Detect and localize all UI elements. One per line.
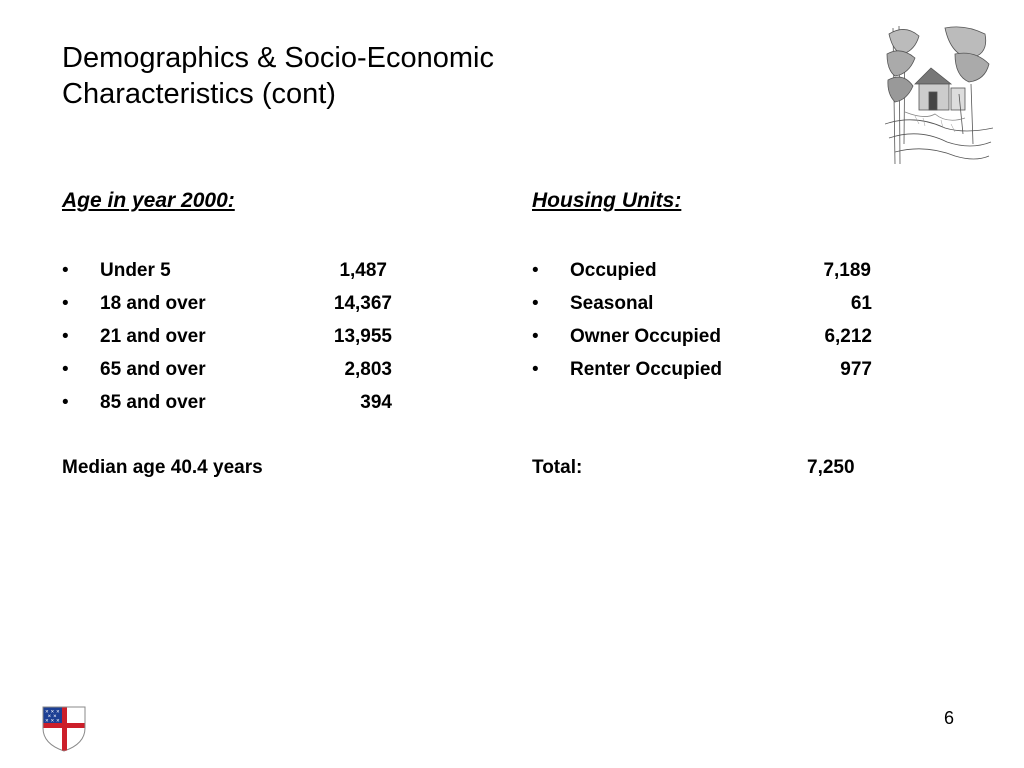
median-age-note: Median age 40.4 years [62,457,263,478]
svg-text:✕: ✕ [56,719,60,724]
bullet: • [532,260,539,281]
svg-text:✕: ✕ [50,719,55,724]
svg-text:✕: ✕ [45,710,49,715]
age-item-value: 13,955 [333,326,392,347]
bullet: • [62,359,69,380]
housing-item-value: 977 [840,359,872,380]
church-sketch-image [885,24,993,172]
housing-item-value: 61 [850,293,872,314]
bullet: • [532,359,539,380]
page-number: 6 [944,708,955,728]
svg-text:✕: ✕ [56,710,60,715]
age-item-value: 14,367 [333,293,392,314]
age-item-value: 1,487 [339,260,387,281]
svg-text:✕: ✕ [50,710,55,715]
svg-text:✕: ✕ [45,719,49,724]
slide-title [62,40,822,112]
housing-item-label: Owner Occupied [570,326,721,347]
bullet: • [532,326,539,347]
episcopal-shield-logo [42,706,86,752]
age-item-label: 18 and over [100,293,206,314]
age-item-label: Under 5 [100,260,171,281]
age-heading: Age in year 2000: [62,189,235,212]
title-line-1: Demographics & Socio-Economic [62,42,494,74]
housing-item-label: Seasonal [570,293,654,314]
title-line-2: Characteristics (cont) [62,78,336,110]
housing-heading: Housing Units: [532,189,682,212]
housing-item-value: 7,189 [823,260,871,281]
total-value: 7,250 [807,457,855,478]
bullet: • [62,260,69,281]
age-item-value: 2,803 [344,359,392,380]
housing-item-value: 6,212 [824,326,872,347]
age-item-label: 65 and over [100,359,206,380]
housing-item-label: Occupied [570,260,657,281]
bullet: • [62,293,69,314]
svg-text:✕: ✕ [47,714,52,720]
bullet: • [62,326,69,347]
age-item-value: 394 [360,392,392,413]
bullet: • [62,392,69,413]
housing-item-label: Renter Occupied [570,359,723,380]
age-item-label: 85 and over [100,392,206,413]
svg-text:✕: ✕ [53,714,57,720]
bullet: • [532,293,539,314]
age-item-label: 21 and over [100,326,206,347]
total-label: Total: [532,457,583,478]
